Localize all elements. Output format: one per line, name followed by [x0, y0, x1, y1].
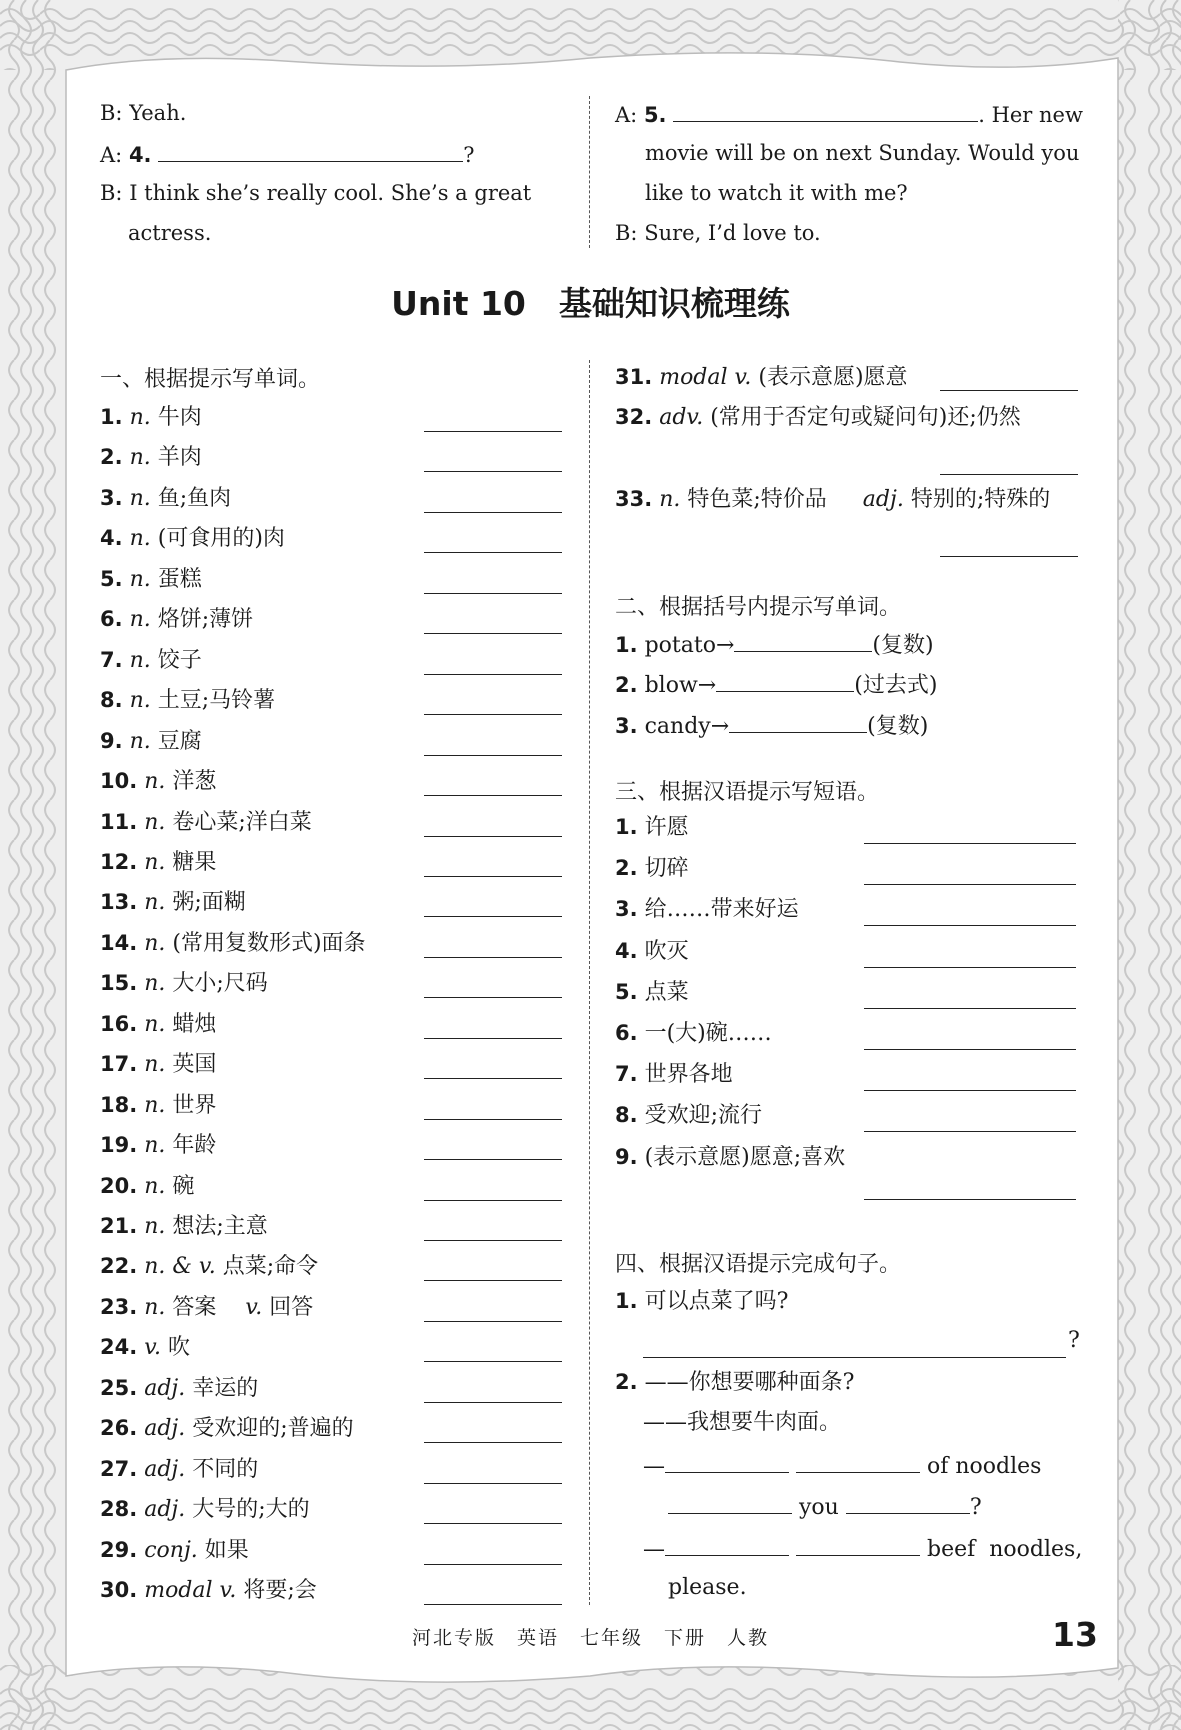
part-of-speech: modal v. — [144, 1578, 237, 1603]
word-item — [100, 1327, 190, 1367]
part-of-speech: adj. — [144, 1497, 186, 1522]
dialog-line — [645, 133, 1079, 173]
item-number: 18. — [100, 1093, 138, 1117]
answer-blank[interactable] — [665, 1444, 789, 1473]
part-of-speech: n. — [144, 931, 166, 956]
word-item-33 — [615, 479, 1050, 519]
part-of-speech: n. — [144, 810, 166, 835]
footer-edition: 河北专版 英语 七年级 下册 人教 — [412, 1627, 770, 1649]
question-number: 4. — [128, 143, 152, 167]
answer-line[interactable] — [424, 1078, 562, 1079]
part-of-speech: adj. — [144, 1416, 186, 1441]
answer-blank[interactable] — [668, 1485, 792, 1514]
item-number: 27. — [100, 1457, 138, 1481]
speaker: B: — [100, 181, 123, 205]
chinese-hint: 年龄 — [172, 1133, 217, 1158]
phrase-answer-line[interactable] — [864, 884, 1076, 885]
part-of-speech: n. — [144, 1012, 166, 1037]
chinese-hint: 不同的 — [192, 1457, 259, 1482]
chinese-hint: 切碎 — [644, 856, 689, 881]
word-item — [100, 1206, 268, 1246]
speaker: A: — [615, 103, 638, 127]
answer-line-31[interactable] — [940, 390, 1078, 391]
word-item — [100, 397, 202, 437]
phrase-answer-line[interactable] — [864, 1049, 1076, 1050]
word-item — [100, 640, 202, 680]
phrase-item — [615, 1013, 772, 1053]
answer-line[interactable] — [424, 1604, 562, 1605]
chinese-prompt: ——你想要哪种面条? — [644, 1370, 855, 1395]
dialog-line — [100, 133, 474, 175]
answer-line[interactable] — [424, 674, 562, 675]
word-item — [100, 437, 202, 477]
dialog-line — [100, 173, 531, 213]
phrase-item — [615, 807, 689, 847]
chinese-hint: 饺子 — [157, 648, 202, 673]
item-number: 14. — [100, 931, 138, 955]
dialog-text: ? — [463, 143, 475, 167]
base-word: candy→ — [644, 714, 730, 739]
chinese-hint: 世界各地 — [644, 1062, 733, 1087]
section-3-heading: 三、根据汉语提示写短语。 — [615, 780, 880, 805]
word-item — [100, 761, 216, 801]
item-number: 1. — [615, 815, 638, 839]
answer-line[interactable] — [424, 836, 562, 837]
dialog-text: Yeah. — [129, 101, 187, 125]
word-item — [100, 680, 275, 720]
chinese-hint: 洋葱 — [172, 769, 217, 794]
question-number: 5. — [643, 103, 667, 127]
word-item — [100, 1408, 354, 1448]
dialog-text: movie will be on next Sunday. Would you — [645, 141, 1080, 165]
unit-title: Unit 10 基础知识梳理练 — [391, 284, 790, 323]
part-of-speech: n. — [144, 1133, 166, 1158]
chinese-hint: 牛肉 — [157, 405, 202, 430]
answer-line[interactable] — [424, 552, 562, 553]
sentence-2-line-1 — [643, 1444, 1041, 1484]
item-number: 24. — [100, 1335, 138, 1359]
answer-blank[interactable] — [734, 623, 872, 652]
phrase-item — [615, 848, 689, 888]
form-item-3 — [615, 704, 928, 744]
item-number: 20. — [100, 1174, 138, 1198]
base-word: blow→ — [644, 673, 717, 698]
phrase-answer-line[interactable] — [864, 843, 1076, 844]
answer-line[interactable] — [424, 1280, 562, 1281]
part-of-speech: n. — [129, 486, 151, 511]
word-item — [100, 1368, 258, 1408]
word-item — [100, 882, 246, 922]
word-item — [100, 1004, 216, 1044]
item-number: 22. — [100, 1254, 138, 1278]
part-of-speech: n. — [144, 1295, 166, 1320]
answer-line[interactable] — [424, 997, 562, 998]
answer-line[interactable] — [424, 1523, 562, 1524]
part-of-speech: n. — [144, 971, 166, 996]
chinese-prompt-b: ——我想要牛肉面。 — [643, 1410, 842, 1435]
section-4-heading: 四、根据汉语提示完成句子。 — [615, 1252, 902, 1277]
word-item-32 — [615, 397, 1021, 437]
chinese-hint: 粥;面糊 — [172, 890, 246, 915]
answer-line[interactable] — [424, 795, 562, 796]
dialog-line — [128, 213, 211, 253]
item-number: 29. — [100, 1538, 138, 1562]
item-number: 5. — [100, 567, 123, 591]
part-of-speech: v. — [245, 1295, 263, 1320]
word-item — [100, 1570, 317, 1610]
dialog-text: I think she’s really cool. She’s a great — [129, 181, 532, 205]
item-number: 28. — [100, 1497, 138, 1521]
chinese-hint: 大号的;大的 — [192, 1497, 310, 1522]
part-of-speech: n. — [144, 1174, 166, 1199]
item-number: 7. — [615, 1062, 638, 1086]
word-item — [100, 1489, 310, 1529]
part-of-speech: adv. — [659, 405, 704, 430]
dialog-text: like to watch it with me? — [645, 181, 908, 205]
sentence-end-mark: ? — [1068, 1328, 1080, 1353]
chinese-hint: 特色菜;特价品 — [687, 487, 827, 512]
answer-line[interactable] — [424, 1240, 562, 1241]
word-item — [100, 963, 268, 1003]
form-hint: (过去式) — [854, 673, 938, 698]
chinese-hint: 碗 — [172, 1174, 195, 1199]
phrase-item — [615, 1054, 733, 1094]
part-of-speech: n. — [144, 1093, 166, 1118]
sentence-item-2 — [615, 1362, 854, 1402]
chinese-hint: 点菜;命令 — [222, 1254, 319, 1279]
sentence-text: ? — [969, 1495, 982, 1520]
column-divider-main — [589, 360, 590, 1605]
answer-line[interactable] — [424, 916, 562, 917]
word-item — [100, 518, 285, 558]
phrase-answer-line[interactable] — [864, 1090, 1076, 1091]
item-number: 33. — [615, 487, 653, 511]
sentence-text: of noodles — [927, 1454, 1042, 1479]
chinese-hint: (常用复数形式)面条 — [172, 931, 366, 956]
word-item — [100, 1287, 313, 1327]
item-number: 4. — [100, 526, 123, 550]
answer-blank[interactable] — [796, 1527, 920, 1556]
answer-blank[interactable] — [716, 663, 854, 692]
answer-line[interactable] — [424, 1483, 562, 1484]
item-number: 2. — [615, 1370, 638, 1394]
column-divider-top — [589, 96, 590, 248]
answer-line[interactable] — [424, 593, 562, 594]
sentence-2-line-3 — [643, 1527, 1082, 1567]
item-number: 12. — [100, 850, 138, 874]
part-of-speech: n. — [659, 487, 681, 512]
answer-blank-5[interactable] — [673, 93, 978, 122]
chinese-hint: 土豆;马铃薯 — [157, 688, 276, 713]
speaker: B: — [615, 221, 638, 245]
answer-line[interactable] — [424, 471, 562, 472]
answer-line[interactable] — [424, 1361, 562, 1362]
chinese-hint: 烙饼;薄饼 — [157, 607, 254, 632]
base-word: potato→ — [644, 633, 735, 658]
dash: — — [643, 1454, 665, 1479]
chinese-hint: 将要;会 — [243, 1578, 317, 1603]
answer-blank[interactable] — [846, 1485, 970, 1514]
chinese-hint: 羊肉 — [157, 445, 202, 470]
answer-blank[interactable] — [665, 1527, 789, 1556]
phrase-answer-line[interactable] — [864, 1199, 1076, 1200]
part-of-speech: n. — [144, 890, 166, 915]
part-of-speech: v. — [144, 1335, 162, 1360]
chinese-hint: 豆腐 — [157, 729, 202, 754]
part-of-speech: n. — [144, 850, 166, 875]
dash: — — [643, 1537, 665, 1562]
sentence-text: beef noodles, — [927, 1537, 1083, 1562]
word-item — [100, 478, 231, 518]
chinese-hint: 给……带来好运 — [644, 897, 799, 922]
item-number: 1. — [615, 1289, 638, 1313]
sentence-text: you — [799, 1495, 839, 1520]
word-item — [100, 1085, 216, 1125]
phrase-answer-line[interactable] — [864, 967, 1076, 968]
item-number: 3. — [100, 486, 123, 510]
phrase-answer-line[interactable] — [864, 925, 1076, 926]
item-number: 2. — [615, 856, 638, 880]
form-item-1 — [615, 623, 934, 663]
answer-line[interactable] — [424, 512, 562, 513]
part-of-speech: n. — [129, 567, 151, 592]
sentence-answer-line-1[interactable] — [643, 1357, 1066, 1358]
word-item — [100, 802, 312, 842]
item-number: 15. — [100, 971, 138, 995]
item-number: 5. — [615, 980, 638, 1004]
part-of-speech: n. — [129, 526, 151, 551]
chinese-hint: 许愿 — [644, 815, 689, 840]
word-item-31 — [615, 357, 908, 397]
answer-line[interactable] — [424, 1321, 562, 1322]
item-number: 31. — [615, 365, 653, 389]
dialog-text: Sure, I’d love to. — [644, 221, 821, 245]
answer-line[interactable] — [424, 714, 562, 715]
item-number: 2. — [615, 673, 638, 697]
answer-line-32[interactable] — [940, 474, 1078, 475]
item-number: 8. — [615, 1103, 638, 1127]
part-of-speech: n. — [129, 648, 151, 673]
sentence-2-line-4: please. — [668, 1575, 747, 1600]
part-of-speech: n. — [144, 769, 166, 794]
sentence-item-1 — [615, 1281, 788, 1321]
item-number: 11. — [100, 810, 138, 834]
item-number: 9. — [100, 729, 123, 753]
part-of-speech: n. & v. — [144, 1254, 216, 1279]
part-of-speech: n. — [129, 607, 151, 632]
section-1-heading: 一、根据提示写单词。 — [100, 367, 321, 392]
part-of-speech: n. — [129, 688, 151, 713]
item-number: 4. — [615, 939, 638, 963]
chinese-hint: 鱼;鱼肉 — [157, 486, 232, 511]
phrase-item — [615, 931, 689, 971]
item-number: 32. — [615, 405, 653, 429]
form-item-2 — [615, 663, 937, 703]
chinese-hint: 一(大)碗…… — [644, 1021, 772, 1046]
chinese-hint: (表示意愿)愿意 — [758, 365, 908, 390]
chinese-hint: 点菜 — [644, 980, 689, 1005]
item-number: 26. — [100, 1416, 138, 1440]
page-number: 13 — [1052, 1615, 1098, 1654]
dialog-line — [100, 93, 186, 133]
chinese-hint: 想法;主意 — [172, 1214, 268, 1239]
phrase-item — [615, 1095, 762, 1135]
item-number: 10. — [100, 769, 138, 793]
chinese-hint: (常用于否定句或疑问句)还;仍然 — [710, 405, 1021, 430]
item-number: 3. — [615, 897, 638, 921]
dialog-line — [615, 213, 821, 253]
item-number: 17. — [100, 1052, 138, 1076]
item-number: 1. — [615, 633, 638, 657]
page-footer — [0, 1615, 1181, 1655]
word-item — [100, 1530, 249, 1570]
form-hint: (复数) — [872, 633, 934, 658]
chinese-hint: 答案 — [172, 1295, 217, 1320]
part-of-speech: n. — [144, 1052, 166, 1077]
answer-line[interactable] — [424, 1038, 562, 1039]
item-number: 21. — [100, 1214, 138, 1238]
part-of-speech: adj. — [862, 487, 904, 512]
answer-blank[interactable] — [796, 1444, 920, 1473]
item-number: 3. — [615, 714, 638, 738]
phrase-item — [615, 972, 689, 1012]
answer-line[interactable] — [424, 876, 562, 877]
chinese-hint: 特别的;特殊的 — [910, 487, 1051, 512]
chinese-hint: (表示意愿)愿意;喜欢 — [644, 1145, 846, 1170]
speaker: B: — [100, 101, 123, 125]
word-item — [100, 842, 216, 882]
form-hint: (复数) — [867, 714, 929, 739]
chinese-hint: 英国 — [172, 1052, 217, 1077]
item-number: 6. — [615, 1021, 638, 1045]
chinese-hint: 卷心菜;洋白菜 — [172, 810, 312, 835]
item-number: 9. — [615, 1145, 638, 1169]
dialog-text: actress. — [128, 221, 212, 245]
chinese-hint: 蜡烛 — [172, 1012, 217, 1037]
part-of-speech: n. — [129, 729, 151, 754]
part-of-speech: modal v. — [659, 365, 752, 390]
item-number: 19. — [100, 1133, 138, 1157]
word-item — [100, 1246, 318, 1286]
answer-line[interactable] — [424, 633, 562, 634]
dialog-line — [645, 173, 908, 213]
chinese-hint: 蛋糕 — [157, 567, 202, 592]
word-item — [100, 1044, 216, 1084]
chinese-hint: 吹 — [168, 1335, 191, 1360]
speaker: A: — [100, 143, 123, 167]
item-number: 7. — [100, 648, 123, 672]
chinese-hint: (可食用的)肉 — [157, 526, 285, 551]
chinese-hint: 糖果 — [172, 850, 217, 875]
item-number: 30. — [100, 1578, 138, 1602]
section-2-heading: 二、根据括号内提示写单词。 — [615, 595, 902, 620]
item-number: 16. — [100, 1012, 138, 1036]
word-item — [100, 599, 253, 639]
chinese-hint: 世界 — [172, 1093, 217, 1118]
answer-blank[interactable] — [729, 704, 867, 733]
part-of-speech: adj. — [144, 1457, 186, 1482]
answer-line[interactable] — [424, 1200, 562, 1201]
dialog-line — [615, 93, 1083, 135]
part-of-speech: conj. — [144, 1538, 198, 1563]
answer-line[interactable] — [424, 1564, 562, 1565]
answer-line[interactable] — [424, 957, 562, 958]
part-of-speech: n. — [144, 1214, 166, 1239]
answer-line[interactable] — [424, 1159, 562, 1160]
item-number: 13. — [100, 890, 138, 914]
phrase-item — [615, 1137, 845, 1177]
word-item — [100, 559, 202, 599]
part-of-speech: n. — [129, 405, 151, 430]
word-item — [100, 1125, 216, 1165]
answer-blank-4[interactable] — [158, 133, 463, 162]
phrase-item — [615, 889, 799, 929]
chinese-hint: 幸运的 — [192, 1376, 259, 1401]
phrase-answer-line[interactable] — [864, 1008, 1076, 1009]
dialog-text: . Her new — [978, 103, 1083, 127]
item-number: 23. — [100, 1295, 138, 1319]
chinese-hint: 大小;尺码 — [172, 971, 268, 996]
item-number: 6. — [100, 607, 123, 631]
answer-line[interactable] — [424, 1119, 562, 1120]
item-number: 25. — [100, 1376, 138, 1400]
word-item — [100, 721, 202, 761]
answer-line[interactable] — [424, 431, 562, 432]
chinese-hint: 回答 — [269, 1295, 314, 1320]
chinese-hint: 受欢迎;流行 — [644, 1103, 763, 1128]
part-of-speech: n. — [129, 445, 151, 470]
item-number: 2. — [100, 445, 123, 469]
chinese-hint: 受欢迎的;普遍的 — [192, 1416, 354, 1441]
answer-line-33[interactable] — [940, 556, 1078, 557]
answer-line[interactable] — [424, 1442, 562, 1443]
chinese-hint: 吹灭 — [644, 939, 689, 964]
word-item — [100, 923, 366, 963]
chinese-prompt: 可以点菜了吗? — [644, 1289, 789, 1314]
answer-line[interactable] — [424, 755, 562, 756]
item-number: 1. — [100, 405, 123, 429]
answer-line[interactable] — [424, 1402, 562, 1403]
word-item — [100, 1449, 258, 1489]
item-number: 8. — [100, 688, 123, 712]
chinese-hint: 如果 — [204, 1538, 249, 1563]
sentence-2-line-2 — [668, 1485, 982, 1525]
word-item — [100, 1166, 194, 1206]
phrase-answer-line[interactable] — [864, 1131, 1076, 1132]
part-of-speech: adj. — [144, 1376, 186, 1401]
